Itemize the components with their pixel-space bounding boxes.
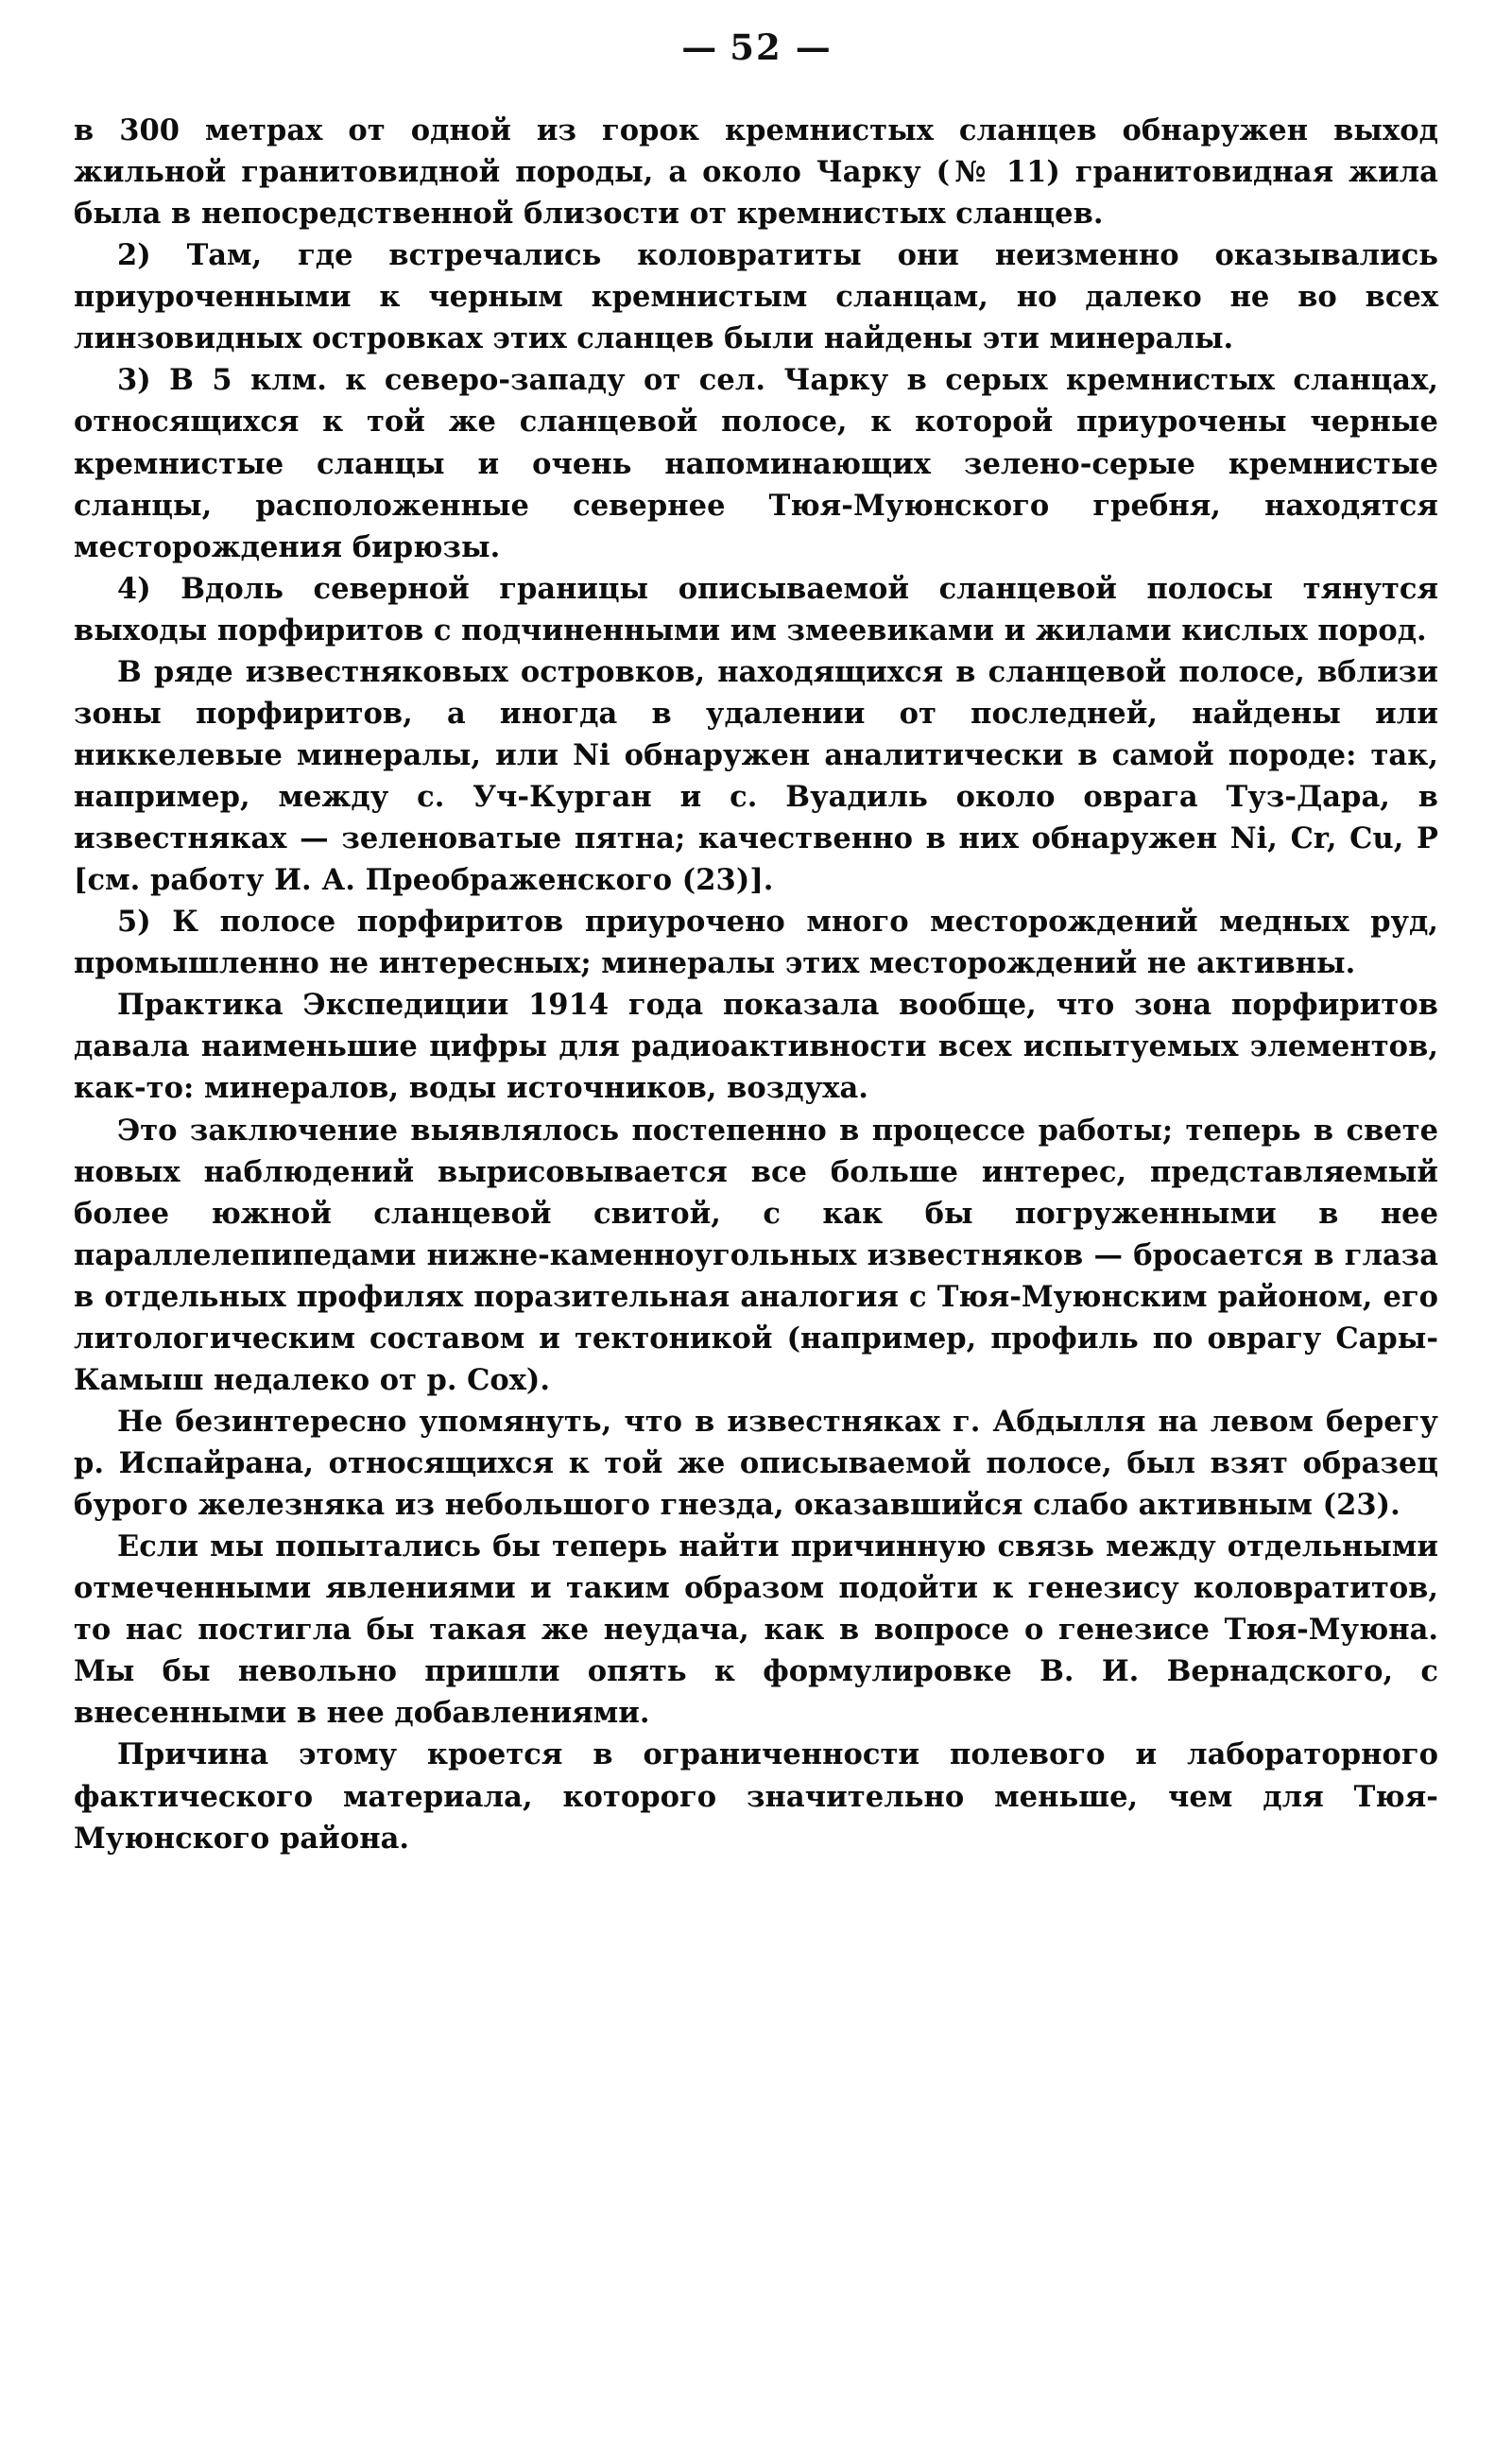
page-header — [74, 26, 1438, 68]
page-number: 52 — [730, 26, 782, 68]
paragraph: Практика Экспедиции 1914 года показала вообще, что зона порфиритов давала наименьшие цифры для радиоактивности всех испытуемых элементов, как-то: минералов, воды источников, воздуха. — [74, 988, 1438, 1106]
paragraph: Причина этому кроется в ограниченности полевого и лабораторного фактического материала, которого значительно меньше, чем для Тюя-Муюнского района. — [74, 1737, 1438, 1856]
header-dash-left: — — [681, 26, 717, 68]
paragraph: Если мы попытались бы теперь найти причинную связь между отдельными отмеченными явлениями и таким образом подойти к генезису коловратитов, то нас постигла бы такая же неудача, как в вопросе о генезисе Тюя-Муюна. Мы бы невольно пришли опять к формулировке В. И. Вернадского, с внесенными в нее добавлениями. — [74, 1529, 1438, 1731]
paragraph: 3) В 5 клм. к северо-западу от сел. Чарку в серых кремнистых сланцах, относящихся к той же сланцевой полосе, к которой приурочены черные кремнистые сланцы и очень напоминающих зелено-серые кремнистые сланцы, расположенные севернее Тюя-Муюнского гребня, находятся месторождения бирюзы. — [74, 363, 1438, 564]
header-dash-right: — — [795, 26, 831, 68]
paragraph: в 300 метрах от одной из горок кремнистых сланцев обнаружен выход жильной гранитовидной породы, а около Чарку (№ 11) гранитовидная жила была в непосредственной близости от кремнистых сланцев. — [74, 113, 1438, 232]
paragraph: 4) Вдоль северной границы описываемой сланцевой полосы тянутся выходы порфиритов с подчиненными им змеевиками и жилами кислых пород. — [74, 571, 1438, 648]
paragraph: В ряде известняковых островков, находящихся в сланцевой полосе, вблизи зоны порфиритов, а иногда в удалении от последней, найдены или никкелевые минералы, или Ni обнаружен аналитически в самой породе: так, например, между с. Уч-Курган и с. Вуадиль около оврага Туз-Дара, в известняках — зеленоватые пятна; качественно в них обнаружен Ni, Cr, Cu, P [см. работу И. А. Преображенского (23)]. — [74, 654, 1438, 898]
paragraph: 5) К полосе порфиритов приурочено много месторождений медных руд, промышленно не интересных; минералы этих месторождений не активны. — [74, 905, 1438, 981]
body-text — [74, 110, 1438, 1859]
paragraph: Это заключение выявлялось постепенно в процессе работы; теперь в свете новых наблюдений вырисовывается все больше интерес, представляемый более южной сланцевой свитой, с как бы погруженными в нее параллелепипедами нижне-каменноугольных известняков — бросается в глаза в отдельных профилях поразительная аналогия с Тюя-Муюнским районом, его литологическим составом и тектоникой (например, профиль по оврагу Сары-Камыш недалеко от р. Сох). — [74, 1113, 1438, 1397]
paragraph: 2) Там, где встречались коловратиты они неизменно оказывались приуроченными к черным кремнистым сланцам, но далеко не во всех линзовидных островках этих сланцев были найдены эти минералы. — [74, 238, 1438, 356]
paragraph: Не безинтересно упомянуть, что в известняках г. Абдылля на левом берегу р. Испайрана, относящихся к той же описываемой полосе, был взят образец бурого железняка из небольшого гнезда, оказавшийся слабо активным (23). — [74, 1404, 1438, 1523]
